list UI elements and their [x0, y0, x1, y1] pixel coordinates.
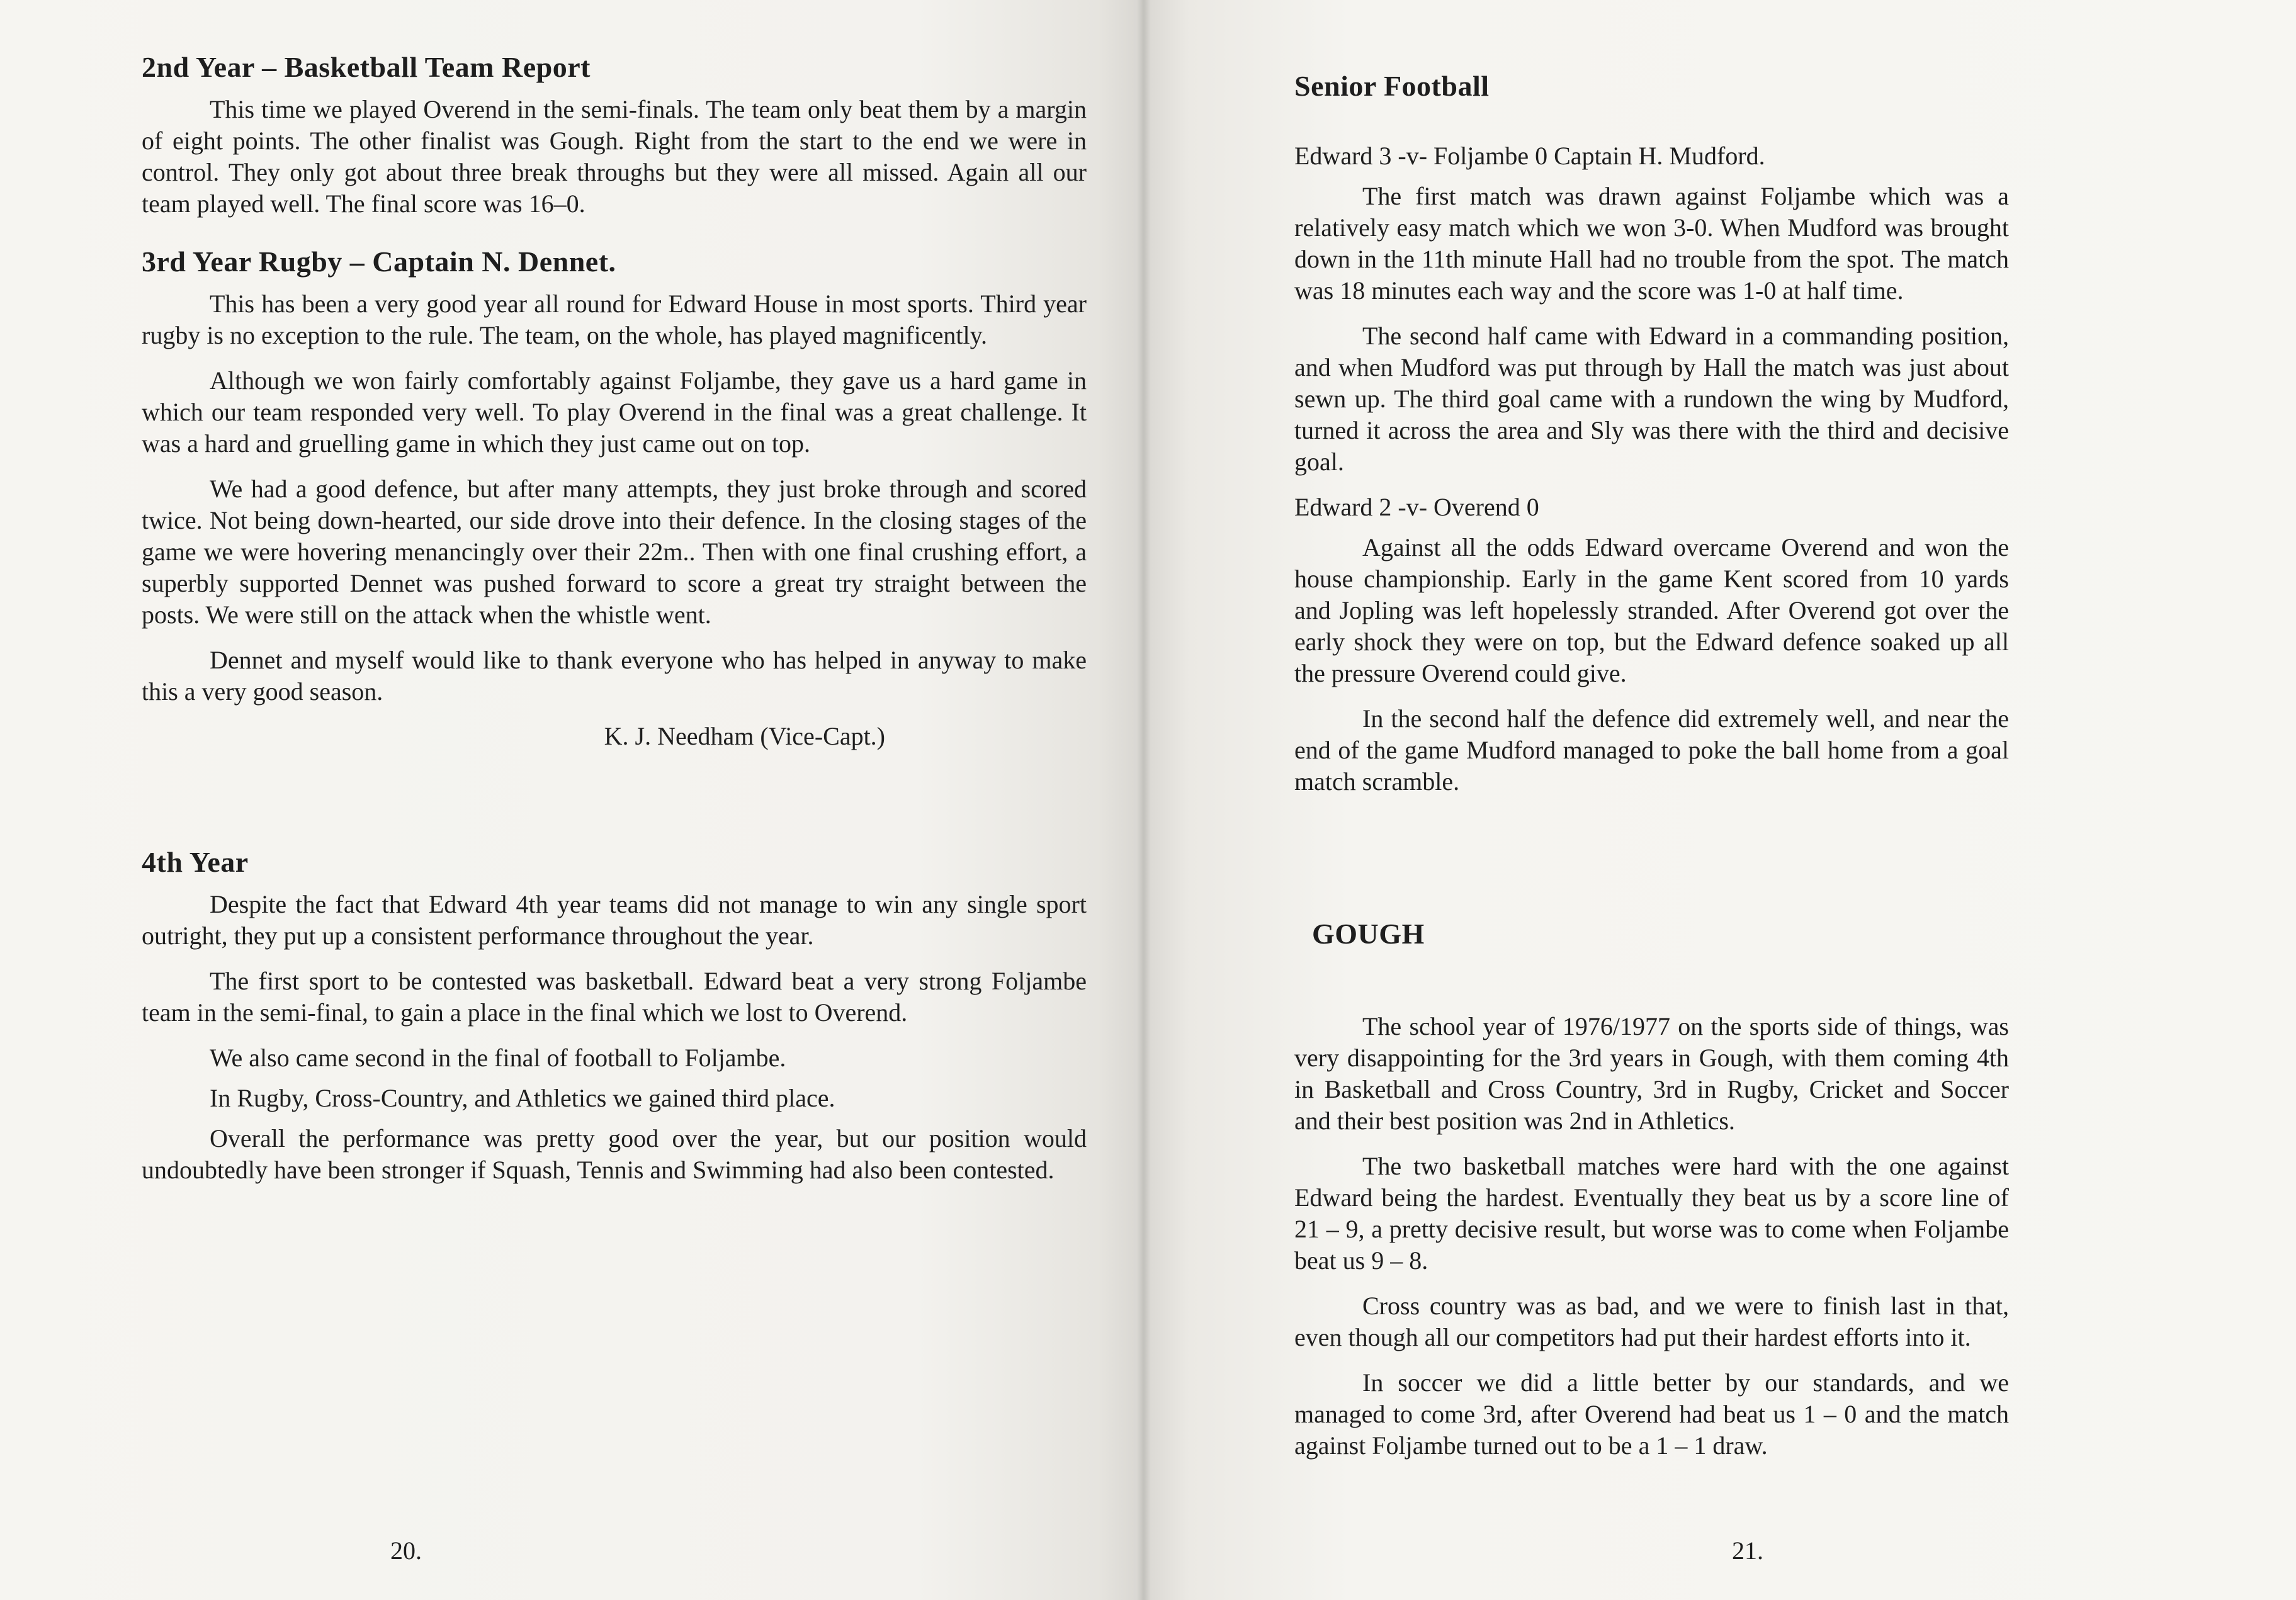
- right-column: [1294, 69, 2009, 1475]
- signature: K. J. Needham (Vice-Capt.): [604, 722, 885, 750]
- heading-2nd-year-basketball: 2nd Year – Basketball Team Report: [142, 51, 591, 83]
- paragraph: Dennet and myself would like to thank everyone who has helped in anyway to make this a very good season.: [142, 646, 1087, 706]
- book-gutter: [1137, 0, 1151, 1600]
- paragraph: The second half came with Edward in a commanding position, and when Mudford was put through by Hall the match was just about sewn up. The third goal came with a rundown the wing by Mudford, turned it across the area and Sly was there with the third and decisive goal.: [1294, 322, 2009, 476]
- paragraph: Although we won fairly comfortably against Foljambe, they gave us a hard game in which our team responded very well. To play Overend in the final was a great challenge. It was a hard and gruelling game in which they just came out on top.: [142, 366, 1087, 458]
- paragraph: The first sport to be contested was basketball. Edward beat a very strong Foljambe team in the semi-final, to gain a place in the final which we lost to Overend.: [142, 967, 1087, 1027]
- paragraph: Despite the fact that Edward 4th year teams did not manage to win any single sport outright, they put up a consistent performance throughout the year.: [142, 890, 1087, 950]
- paragraph: This time we played Overend in the semi-finals. The team only beat them by a margin of eight points. The other finalist was Gough. Right from the start to the end we were in control. They only got about three break throughs but they were all missed. Again all our team played well. The final score was 16–0.: [142, 95, 1087, 218]
- paragraph: In soccer we did a little better by our standards, and we managed to come 3rd, after Overend had beat us 1 – 0 and the match against Foljambe turned out to be a 1 – 1 draw.: [1294, 1368, 2009, 1460]
- page-20: [0, 0, 1143, 1600]
- page-21: [1143, 0, 2296, 1600]
- heading-gough: GOUGH: [1312, 918, 1425, 950]
- paragraph: The school year of 1976/1977 on the sports side of things, was very disappointing for the 3rd years in Gough, with them coming 4th in Basketball and Cross Country, 3rd in Rugby, Cricket and Soccer and their best position was 2nd in Athletics.: [1294, 1012, 2009, 1135]
- heading-senior-football: Senior Football: [1294, 70, 1490, 102]
- heading-4th-year: 4th Year: [142, 846, 249, 878]
- match-result-foljambe: Edward 3 -v- Foljambe 0 Captain H. Mudford.: [1294, 142, 1765, 170]
- paragraph: Against all the odds Edward overcame Overend and won the house championship. Early in the game Kent scored from 10 yards and Jopling was left hopelessly stranded. After Overend got over the early shock they were on top, but the Edward defence soaked up all the pressure Overend could give.: [1294, 533, 2009, 687]
- match-result-overend: Edward 2 -v- Overend 0: [1294, 493, 1539, 521]
- page-number: 20.: [390, 1536, 422, 1565]
- left-column: [142, 50, 1087, 1186]
- heading-3rd-year-rugby: 3rd Year Rugby – Captain N. Dennet.: [142, 245, 616, 278]
- paragraph: In the second half the defence did extremely well, and near the end of the game Mudford managed to poke the ball home from a goal match scramble.: [1294, 704, 2009, 796]
- paragraph: In Rugby, Cross-Country, and Athletics we gained third place.: [210, 1084, 835, 1112]
- paragraph: We also came second in the final of football to Foljambe.: [210, 1044, 786, 1072]
- paragraph: Cross country was as bad, and we were to finish last in that, even though all our competitors had put their hardest efforts into it.: [1294, 1292, 2009, 1351]
- paragraph: The first match was drawn against Foljambe which was a relatively easy match which we won 3-0. When Mudford was brought down in the 11th minute Hall had no trouble from the spot. The match was 18 minutes each way and the score was 1-0 at half time.: [1294, 182, 2009, 305]
- paragraph: We had a good defence, but after many attempts, they just broke through and scored twice. Not being down-hearted, our side drove into their defence. In the closing stages of the game we were hovering menancingly over their 22m.. Then with one final crushing effort, a superbly supported Dennet was pushed forward to score a great try straight between the posts. We were still on the attack when the whistle went.: [142, 475, 1087, 629]
- paragraph: Overall the performance was pretty good over the year, but our position would undoubtedly have been stronger if Squash, Tennis and Swimming had also been contested.: [142, 1124, 1087, 1184]
- paragraph: The two basketball matches were hard with the one against Edward being the hardest. Eventually they beat us by a score line of 21 – 9, a pretty decisive result, but worse was to come when Foljambe beat us 9 – 8.: [1294, 1152, 2009, 1275]
- paragraph: This has been a very good year all round for Edward House in most sports. Third year rugby is no exception to the rule. The team, on the whole, has played magnificently.: [142, 290, 1087, 349]
- page-number: 21.: [1732, 1536, 1763, 1565]
